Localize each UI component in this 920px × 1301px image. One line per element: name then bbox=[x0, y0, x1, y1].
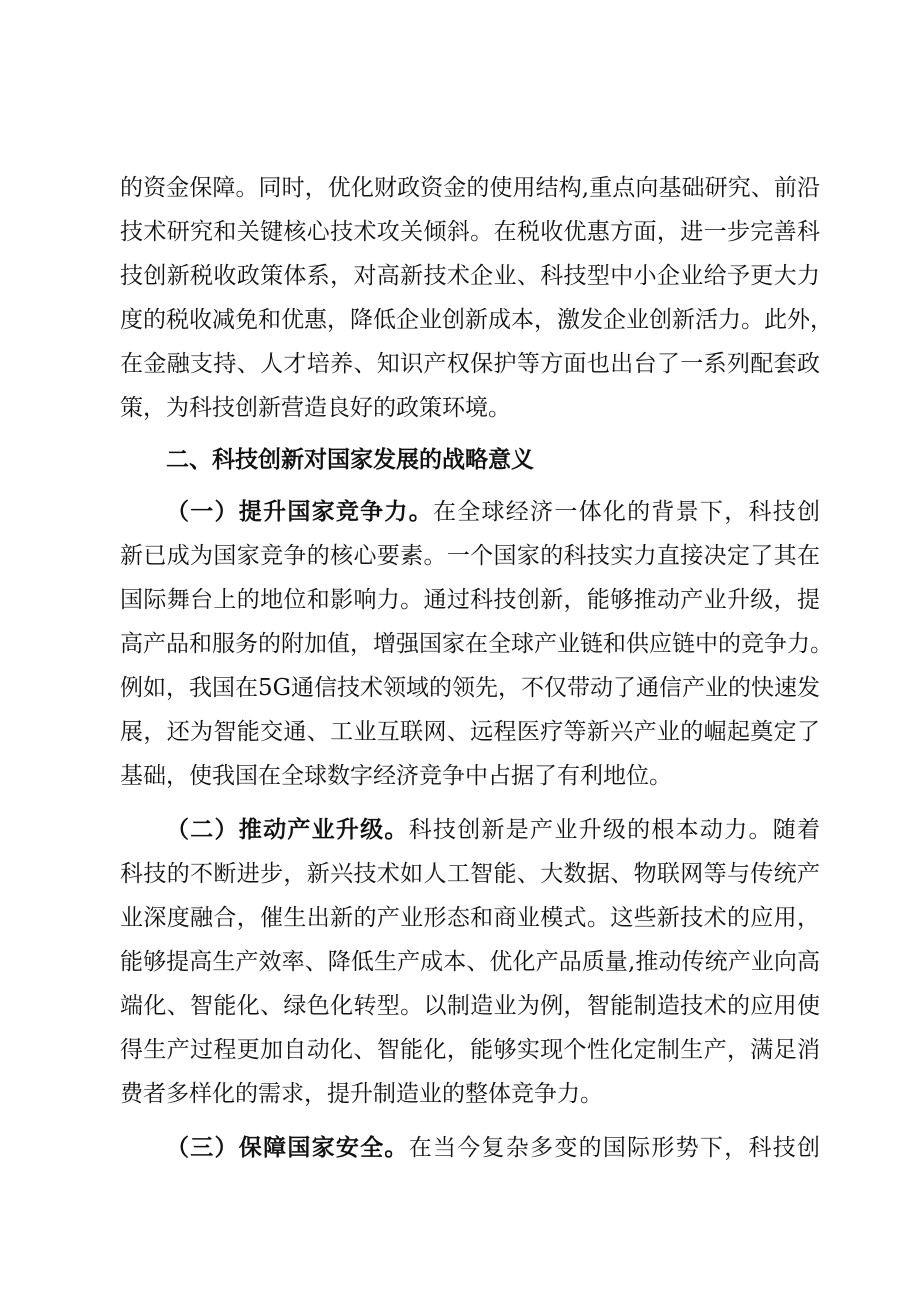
text-line: 例如，我国在5G通信技术领域的领先，不仅带动了通信产业的快速发 bbox=[120, 675, 821, 701]
text-line: 科技的不断进步，新兴技术如人工智能、大数据、物联网等与传统产 bbox=[120, 861, 820, 887]
text-line: 策，为科技创新营造良好的政策环境。 bbox=[120, 395, 511, 421]
subsection-competitiveness bbox=[120, 490, 833, 798]
text-line: 能够提高生产效率、降低生产成本、优化产品质量,推动传统产业向高 bbox=[120, 949, 820, 975]
text-line: 端化、智能化、绿色化转型。以制造业为例，智能制造技术的应用使 bbox=[120, 993, 820, 1019]
text-line: 度的税收减免和优惠，降低企业创新成本，激发企业创新活力。此外， bbox=[120, 307, 833, 333]
text-line: 得生产过程更加自动化、智能化，能够实现个性化定制生产，满足消 bbox=[120, 1037, 820, 1063]
subsection-lead-text: 在全球经济一体化的背景下，科技创 bbox=[432, 499, 821, 525]
subsection-first-line bbox=[120, 1126, 820, 1170]
text-line: 展，还为智能交通、工业互联网、远程医疗等新兴产业的崛起奠定了 bbox=[120, 719, 820, 745]
subsection-title: （一）提升国家竞争力。 bbox=[166, 498, 433, 525]
text-line: 技创新税收政策体系，对高新技术企业、科技型中小企业给予更大力 bbox=[120, 263, 820, 289]
text-line: 基础，使我国在全球数字经济竞争中占据了有利地位。 bbox=[120, 763, 672, 789]
subsection-first-line bbox=[120, 808, 820, 852]
paragraph-funding bbox=[120, 166, 833, 430]
text-line: 在金融支持、人才培养、知识产权保护等方面也出台了一系列配套政 bbox=[120, 351, 820, 377]
subsection-lead-text: 科技创新是产业升级的根本动力。随着 bbox=[408, 817, 821, 843]
document-body bbox=[120, 166, 833, 1170]
subsection-national-security bbox=[120, 1126, 820, 1170]
text-line: 费者多样化的需求，提升制造业的整体竞争力。 bbox=[120, 1081, 603, 1107]
subsection-industry-upgrade bbox=[120, 808, 820, 1116]
section-heading: 二、科技创新对国家发展的战略意义 bbox=[166, 446, 534, 473]
text-line: 业深度融合，催生出新的产业形态和商业模式。这些新技术的应用， bbox=[120, 905, 820, 931]
text-line: 的资金保障。同时，优化财政资金的使用结构,重点向基础研究、前沿 bbox=[120, 175, 820, 201]
subsection-title: （二）推动产业升级。 bbox=[166, 816, 409, 843]
text-line: 技术研究和关键核心技术攻关倾斜。在税收优惠方面，进一步完善科 bbox=[120, 219, 820, 245]
text-line: 国际舞台上的地位和影响力。通过科技创新，能够推动产业升级，提 bbox=[120, 587, 820, 613]
subsection-lead-text: 在当今复杂多变的国际形势下，科技创 bbox=[408, 1135, 821, 1161]
text-line: 高产品和服务的附加值，增强国家在全球产业链和供应链中的竞争力。 bbox=[120, 631, 833, 657]
subsection-title: （三）保障国家安全。 bbox=[166, 1134, 409, 1161]
text-line: 新已成为国家竞争的核心要素。一个国家的科技实力直接决定了其在 bbox=[120, 543, 820, 569]
subsection-first-line bbox=[120, 490, 820, 534]
